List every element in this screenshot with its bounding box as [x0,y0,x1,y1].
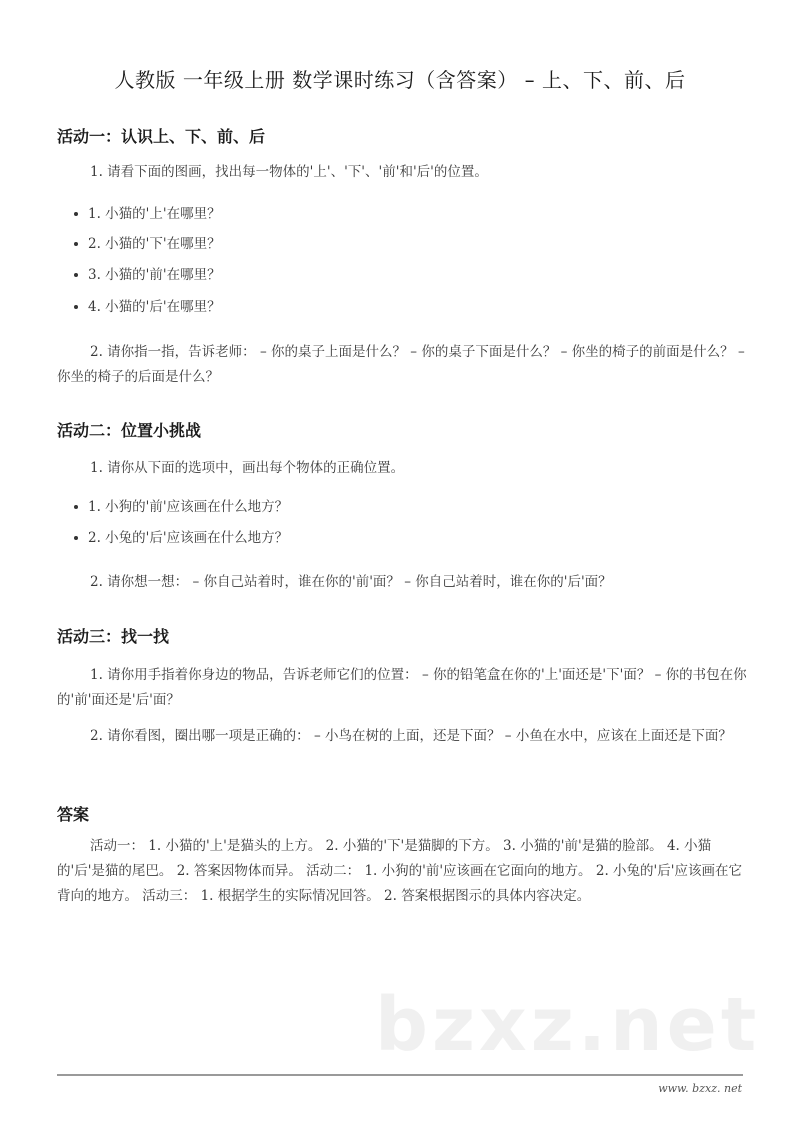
bullet-icon [74,273,78,277]
bullet-icon [74,305,78,309]
activity-3-question-2: 2. 请你看图，圈出哪一项是正确的： – 小鸟在树的上面，还是下面？ – 小鱼在水中，应该在上面还是下面？ [90,728,732,744]
list-item [74,234,221,254]
bullet-icon [74,212,78,216]
list-item [74,265,221,285]
activity-2-question-1: 1. 请你从下面的选项中，画出每个物体的正确位置。 [90,460,405,476]
list-item-text: 4. 小猫的'后'在哪里？ [88,299,221,315]
list-item [74,204,221,224]
list-item-text: 1. 小猫的'上'在哪里？ [88,206,221,222]
answers-heading: 答案 [57,805,90,824]
list-item [74,528,288,548]
list-item-text: 1. 小狗的'前'应该画在什么地方？ [88,499,289,515]
activity-2-question-2: 2. 请你想一想： – 你自己站着时，谁在你的'前'面？ – 你自己站着时，谁在你的'后'面？ [90,574,612,590]
footer-url: www. bzxz. net [658,1082,742,1095]
footer-divider [57,1074,743,1076]
activity-1-question-1: 1. 请看下面的图画，找出每一物体的'上'、'下'、'前'和'后'的位置。 [90,164,488,180]
activity-3-question-1: 1. 请你用手指着你身边的物品，告诉老师它们的位置： – 你的铅笔盒在你的'上'面还是'下'面？ – 你的书包在你的'前'面还是'后'面？ [57,667,747,708]
list-item-text: 2. 小兔的'后'应该画在什么地方？ [88,530,289,546]
section-heading-activity-1: 活动一：认识上、下、前、后 [57,127,266,146]
section-heading-activity-3: 活动三：找一找 [57,627,170,646]
watermark-logo: bzxz.net [375,982,761,1068]
list-item [74,297,221,317]
page-title: 人教版 一年级上册 数学课时练习（含答案） – 上、下、前、后 [114,68,686,92]
section-heading-activity-2: 活动二：位置小挑战 [57,421,202,440]
list-item [74,497,288,517]
answers-text: 活动一： 1. 小猫的'上'是猫头的上方。 2. 小猫的'下'是猫脚的下方。 3. 小猫的'前'是猫的脸部。 4. 小猫的'后'是猫的尾巴。 2. 答案因物体而异。 活动二： 1. 小狗的'前'应该画在它面向的地方。 2. 小兔的'后'应该画在它背向的地方。 活动三： 1. 根据学生的实际情况回答。 2. 答案根据图示的具体内容决定。 [57,838,742,904]
bullet-icon [74,505,78,509]
activity-1-question-2: 2. 请你指一指，告诉老师： – 你的桌子上面是什么？ – 你的桌子下面是什么？ – 你坐的椅子的前面是什么？ – 你坐的椅子的后面是什么？ [57,344,745,385]
bullet-icon [74,242,78,246]
bullet-icon [74,536,78,540]
list-item-text: 3. 小猫的'前'在哪里？ [88,267,221,283]
list-item-text: 2. 小猫的'下'在哪里？ [88,236,221,252]
